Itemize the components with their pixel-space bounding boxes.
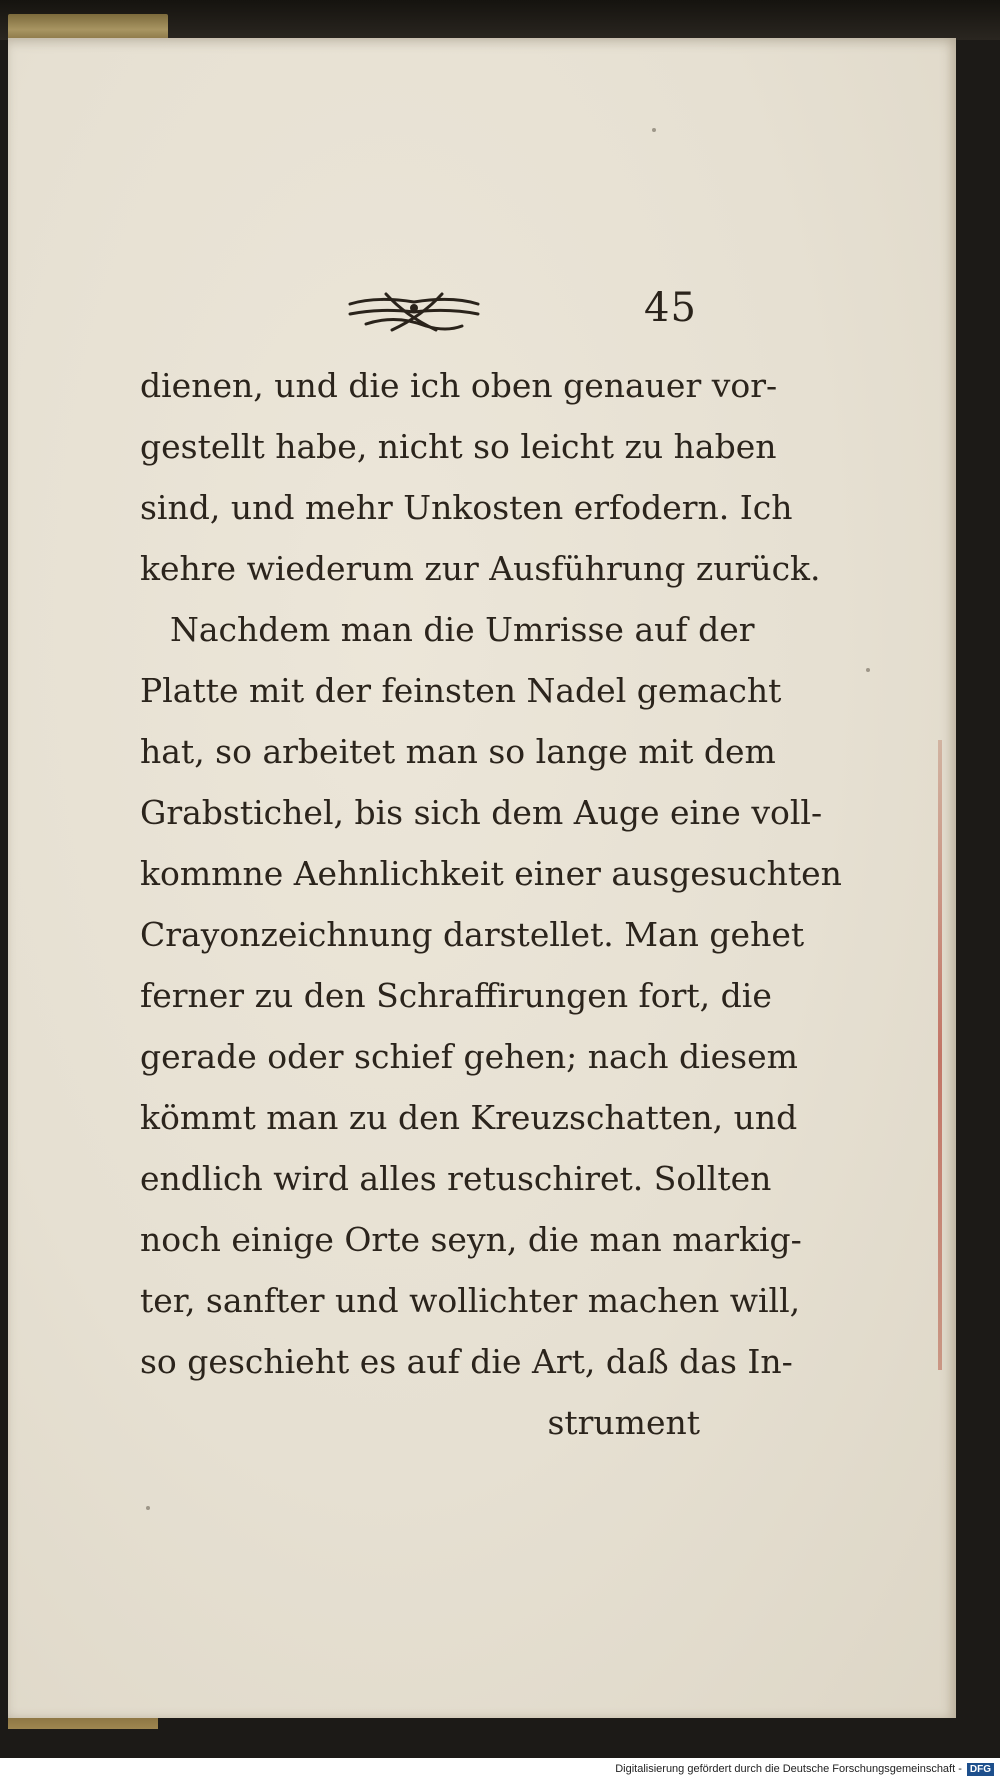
page-number: 45 — [644, 285, 697, 331]
footer-credit: Digitalisierung gefördert durch die Deutsche Forschungsgemeinschaft - — [615, 1763, 962, 1775]
paper-speck — [652, 128, 656, 132]
printer-ornament-icon — [346, 286, 482, 336]
paper-speck — [866, 668, 870, 672]
catchword: strument — [547, 1403, 700, 1442]
text-line: noch einige Orte seyn, die man markig- — [140, 1220, 802, 1259]
text-line: hat, so arbeitet man so lange mit dem — [140, 732, 776, 771]
text-line: gestellt habe, nicht so leicht zu haben — [140, 427, 777, 466]
text-line: dienen, und die ich oben genauer vor- — [140, 366, 778, 405]
dfg-logo[interactable]: DFG — [967, 1763, 994, 1776]
text-line: ferner zu den Schraffirungen fort, die — [140, 976, 772, 1015]
text-line: Nachdem man die Umrisse auf der — [170, 610, 755, 649]
text-line: sind, und mehr Unkosten erfodern. Ich — [140, 488, 793, 527]
text-line: Crayonzeichnung darstellet. Man gehet — [140, 915, 805, 954]
text-line: endlich wird alles retuschiret. Sollten — [140, 1159, 772, 1198]
book-edge-top — [8, 14, 168, 40]
page-red-edge — [938, 740, 942, 1370]
text-line: kehre wiederum zur Ausführung zurück. — [140, 549, 821, 588]
paper-speck — [146, 1506, 150, 1510]
digitization-footer — [0, 1758, 1000, 1780]
text-line: Grabstichel, bis sich dem Auge eine voll- — [140, 793, 823, 832]
text-line: kömmt man zu den Kreuzschatten, und — [140, 1098, 798, 1137]
text-line: ter, sanfter und wollichter machen will, — [140, 1281, 801, 1320]
text-line: so geschieht es auf die Art, daß das In- — [140, 1342, 793, 1381]
text-line: kommne Aehnlichkeit einer ausgesuchten — [140, 854, 842, 893]
text-line: gerade oder schief gehen; nach diesem — [140, 1037, 798, 1076]
text-line: Platte mit der feinsten Nadel gemacht — [140, 671, 782, 710]
body-text — [140, 355, 842, 1453]
